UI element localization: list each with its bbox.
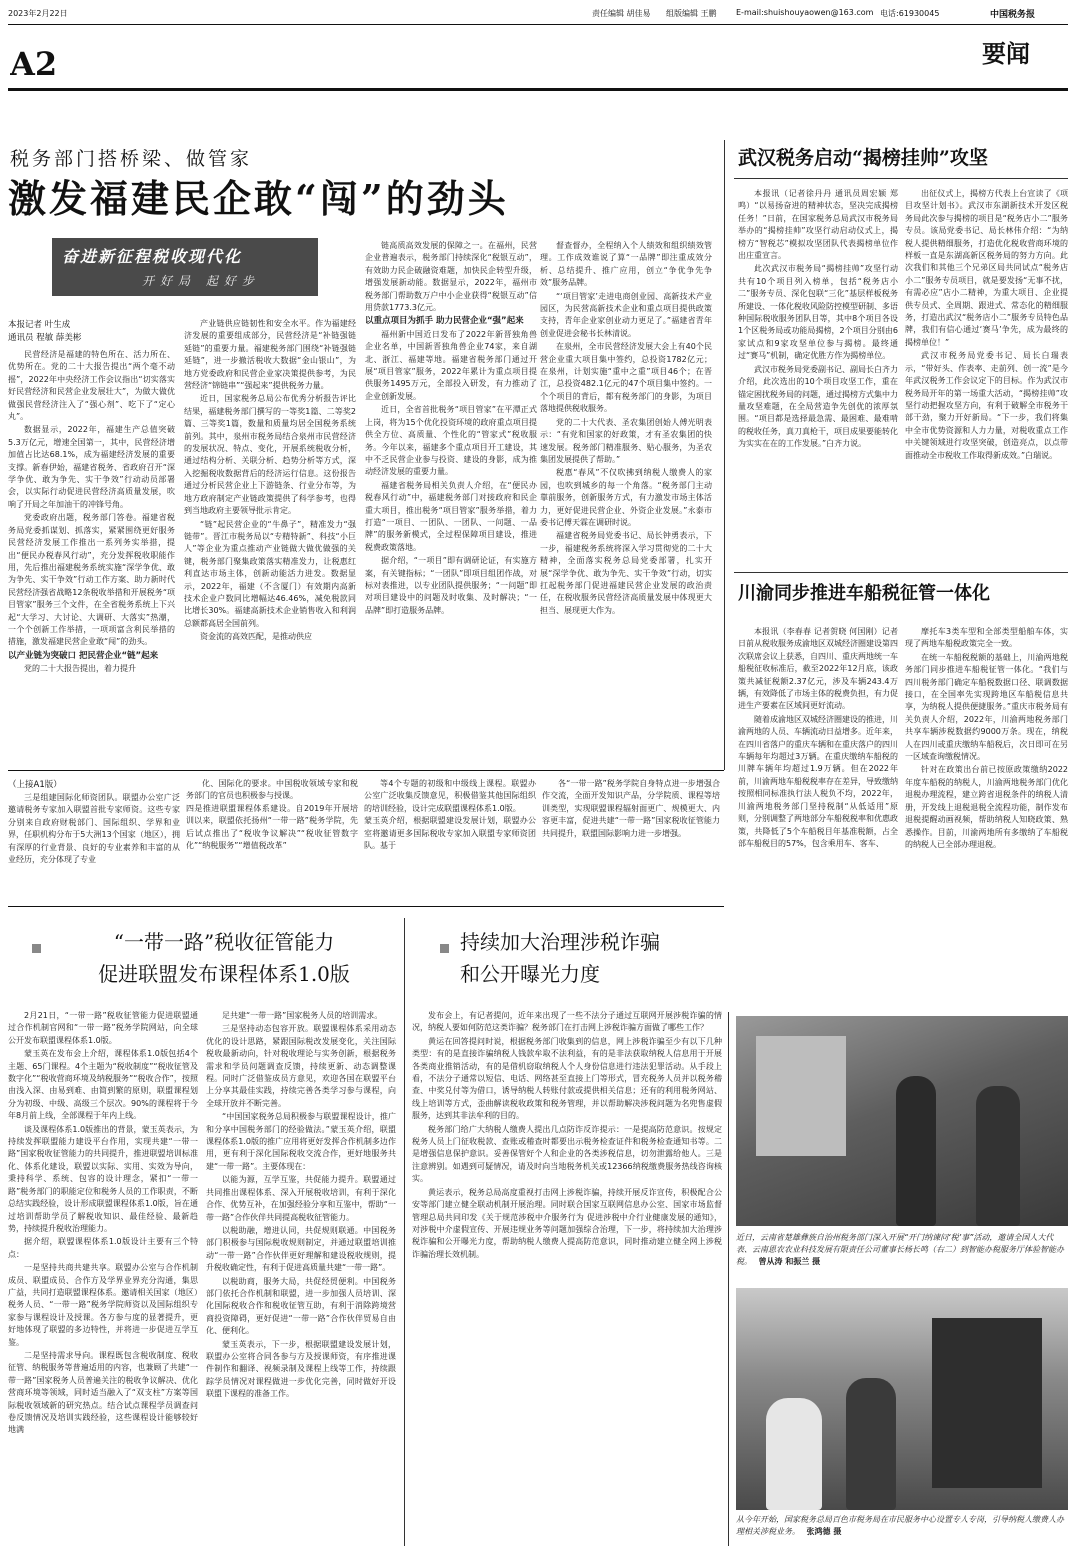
fraud-p: 发布会上，有记者提问，近年来出现了一些不法分子通过互联网开展涉税诈骗的情况，纳税人要如何防范这类诈骗？税务部门在打击网上涉税诈骗方面做了哪些工作？ <box>412 1011 722 1033</box>
lead-p: 在泉州，全市民营经济发展大会上有40个民营企业重大项目集中签约，总投资1782亿元；在泉州，计划实施“重中之重”项目46个；在晋江，总投资482.1亿元的47个项目集中签约。一个个项目的背后，都有税务部门的身影，为项目落地提供税收服务。 <box>540 342 712 414</box>
lead-col-2 <box>184 318 356 764</box>
column-divider <box>404 918 405 1546</box>
belt-p: “中国国家税务总局积极参与联盟课程设计，推广和分享中国税务部门的经验做法。”蒙玉英介绍，联盟课程体系1.0版的推广应用将更好发挥合作机制多边作用，更有利于深化国际税收交流合作，更好地服务共建“一带一路”。主要体现在： <box>206 1112 396 1171</box>
lead-banner <box>52 238 318 296</box>
service-center-photo <box>736 1288 1068 1510</box>
fraud-p: 黄运在回答提问时说，根据税务部门收集到的信息，网上涉税诈骗至少有以下几种类型：有的是直接诈骗纳税人钱款牟取不法利益，有的是非法获取纳税人信息用于开展各类商业推销活动，有的是借机窃取纳税人个人身份信息进行违法犯罪活动。从手段上看，不法分子通常以短信、电话、网络甚至直接上门等形式，冒充税务人员并以税务稽查、中奖兑付等为借口，诱导纳税人转账付款或提供相关信息；还有的利用税务网站、线上培训等方式，歪曲解读税收政策和税务管理，并以帮助解决涉税问题为名兜售虚假服务，达到其非法牟利的目的。 <box>412 1036 722 1121</box>
photo1-caption-text: 近日，云南省楚雄彝族自治州税务部门深入开展“开门纳谏问‘税’事”活动，邀请全国人大代表、云南恩农农业科技发展有限责任公司董事长杨长鸣（右二）到智能办税服务厅体验智能办税。 <box>736 1233 1064 1266</box>
belt-headline-line1: “一带一路”税收征管能力 <box>113 930 335 954</box>
header-phone: 电话:61930045 <box>880 9 940 18</box>
fraud-p: 税务部门给广大纳税人缴费人提出几点防诈反诈提示：一是提高防范意识。按规定税务人员上门征收税款、查账或稽查时都要出示税务检查证件和税务检查通知书等。二是增强信息保护意识。妥善保管好个人和企业的各类涉税信息，切勿泄露给他人。三是注意辨别。如遇到可疑情况，请及时向当地税务机关或12366纳税缴费服务热线咨询核实。 <box>412 1124 722 1184</box>
column-divider <box>724 140 725 770</box>
chuanyu-p: 随着成渝地区双城经济圈建设的推进，川渝两地的人员、车辆流动日益增多。近年来，在四川省落户的重庆车辆和在重庆落户的四川车辆每年均超过3万辆。在重庆缴纳车船税的川牌车辆年均超过1.9万辆。但在2022年前，川渝两地车船税税率存在差异，导致缴纳按照相同标准执行法人税负不均，2022年，川渝两地税务部门坚持税制“从低适用”原则，分别调整了两地部分车船税税率和优惠政策，共降低了5个车船税目年基准税额，占全部车船税目的57%，包含乘用车、客车、 <box>738 714 898 848</box>
belt-p: 谈及课程体系1.0版推出的背景，蒙玉英表示，为持续发挥联盟能力建设平台作用，实现共建“一带一路”国家税收征管能力的共同提升，推进联盟培训标准化、体系化建设，联盟以实际、实用、实效为导向，秉持科学、系统、包容的设计理念，紧扣“一带一路”税务部门的职能定位和税务人员的工作职责，不断总结实践经验，设计形成联盟课程体系1.0版，旨在通过培训帮助学员了解税收知识、最佳经验、最新趋势，持续提升税收治理能力。 <box>8 1124 198 1233</box>
lead-p: 数据显示，2022年，福建生产总值突破5.3万亿元，增速全国第一，其中，民营经济增加值占比达68.1%，成为福建经济发展的重要支撑。新春伊始，福建省税务、省政府召开“深学争优、敢为争先、实干争效”行动动员部署会，以实际行动促进民营经济高质量发展，吹响了开局之年加油干的冲锋号角。 <box>8 425 175 509</box>
wuhan-p: 出征仪式上，揭榜方代表上台宣读了《项目攻坚计划书》。武汉市东湖新技术开发区税务局此次参与揭榜的项目是“税务店小二”服务专员。该局党委书记、局长林伟介绍：“为纳税人提供精细服务，打造优化税收营商环境的样板一直是东湖高新区税务局的努力方向。此次我们和其他三个兄弟区局共同试点“税务店小二”服务专员项目，就是要发扬“无事不扰，有需必应”店小二精神，为重大项目、企业提供专员式、全周期、跟进式、常态化的精细服务，打造出武汉“税务店小二”服务专员特色品牌，我们有信心通过‘赛马’争先，成为最终的揭榜单位！” <box>905 189 1068 347</box>
chuanyu-p: 本报讯（李春春 记者贺晓 何国刚）记者日前从税收服务成渝地区双城经济圈建设第四次联席会议上获悉，自四川、重庆两地统一车船税征收标准后，截至2022年12月底，该政策共减征税额2.37亿元，涉及车辆243.4万辆，有效降低了市场主体的税费负担，有力促进生产要素在区域间更好流动。 <box>738 627 898 711</box>
belt-p: 一是坚持共商共建共享。联盟办公室与合作机制成员、联盟成员、合作方及学界业界充分沟通，集思广益，共同打造联盟课程体系。邀请相关国家（地区）税务人员、“一带一路”税务学院师资以及国际组织专家参与课程设计及授课。各方参与度的显著提升，更好地体现了联盟的多边特性，并将进一步促进互学互鉴。 <box>8 1263 198 1347</box>
lead-kicker: 税务部门搭桥梁、做管家 <box>10 148 253 170</box>
continued-p: 三是组建国际化师资团队。联盟办公室广泛邀请税务专家加入联盟首批专家师资。这些专家分别来自政府财税部门、国际组织、学界和业界，任职机构分布于5大洲13个国家（地区），拥有深厚的行业背景、良好的专业素养和丰富的从业经历，充分体现了专业 <box>8 793 180 865</box>
fraud-headline-line1: 持续加大治理涉税诈骗 <box>460 930 660 954</box>
photo-figure <box>976 1086 1020 1226</box>
wuhan-p: 武汉市税务局党委副书记、副局长白齐力介绍，此次选出的10个项目攻坚工作，重在锚定困扰税务局的问题，通过揭榜方式集中力量攻坚难题，在全局营造争先创优的浓厚氛围。“项目都是选择最急需、最困难、最难啃的税收任务，真刀真枪干，项目成果要能转化为实实在在的工作发展。”白齐力说。 <box>738 364 898 449</box>
lead-col-4 <box>540 240 712 764</box>
lead-p: 链高质高效发展的保障之一。在福州，民营企业普遍表示，税务部门持续深化“税银互动”，有效助力民企破融资难题，加快民企转型升级，增强发展新动能。数据显示，2022年，福州市税务部门帮助数万户中小企业获得“税银互动”信用贷款1773.3亿元。 <box>365 241 537 313</box>
chuanyu-col-2 <box>905 626 1068 1006</box>
lead-p: 产业链供应链韧性和安全水平。作为福建经济发展的重要组成部分，民营经济是“补链强链延链”的重要力量。福建税务部门围绕“补链强链延链”，进一步撤活税收大数据“金山银山”，为地方党委政府和民营企业家决策提供参考，为民营经济“锦链串”“强起来”提供税务力量。 <box>184 319 356 391</box>
belt-p: 以税助融，增进认同，共促规则联通。中国税务部门积极参与国际税收规则制定，并通过联盟培训推动“一带一路”合作伙伴更好理解和建设税收规则，提升税收确定性，有利于促进高质量共建“一带一路”。 <box>206 1225 396 1273</box>
belt-p: 足共建“一带一路”国家税务人员的培训需求。 <box>222 1011 383 1020</box>
photo1-credit: 曾从涛 和振兰 摄 <box>758 1257 821 1266</box>
lead-col-1 <box>8 349 175 765</box>
chuanyu-top-rule <box>734 572 1068 573</box>
lead-subhead: 以重点项目为抓手 助力民营企业“强”起来 <box>365 316 524 327</box>
square-bullet-icon <box>32 944 41 953</box>
square-bullet-icon <box>440 944 449 953</box>
belt-p: 二是坚持需求导向。课程既包含税收制度、税收征管、纳税服务等普遍适用的内容，也兼顾了共建“一带一路”国家税务人员普遍关注的税收争议解决、优化营商环境等领域，同时适当融入了“双支柱”方案等国际税收领域新的研究热点。结合试点课程学员调查问卷反馈情况及培训实践经验，这些课程设计能够较好地满 <box>8 1350 198 1435</box>
header-paper-name: 中国税务报 <box>990 10 1036 20</box>
belt-col-1 <box>8 1010 198 1546</box>
continued-bottom-rule <box>8 906 724 907</box>
continued-col-4 <box>542 778 720 898</box>
continued-top-rule <box>8 770 724 771</box>
continued-p: 等4个专题的初级和中级线上课程。联盟办公室广泛收集反馈意见，积极借鉴其他国际组织的培训经验，设计完成联盟课程体系1.0版。 蒙玉英介绍，根据联盟建设发展计划，联盟办公室将邀请更多国际税收专家加入联盟专家师资团队。基于 <box>364 779 536 851</box>
page-number: A2 <box>10 45 58 83</box>
photo-screen <box>756 1036 846 1156</box>
lead-subhead: 以产业链为突破口 把民营企业“链”起来 <box>8 650 159 661</box>
photo-figure <box>896 1076 936 1226</box>
lead-p: 据介绍，“一项目”即有调研论证，有实施方案，有关键指标；“一团队”即项目组团作战，对标对表推进，以专业团队提供服务；“一问题”即对项目建设中的问题及时收集、及时解决；“一品牌”即打造服务品牌。 <box>365 556 537 615</box>
section-title: 要闻 <box>982 39 1030 68</box>
continued-p: 化、国际化的要求。中国税收领域专家和税务部门的官员也积极参与授课。 四是推进联盟课程体系建设。自2019年开展培训以来，联盟依托扬州“一带一路”税务学院，先后试点推出了“税收争议解决”“税收征管数字化”“纳税服务”“增值税改革” <box>186 779 358 851</box>
fraud-col-1 <box>412 1010 722 1546</box>
continued-label: （上接A1版） <box>8 780 62 790</box>
chuanyu-headline: 川渝同步推进车船税征管一体化 <box>738 583 990 604</box>
belt-p: 据介绍，联盟课程体系1.0版设计主要有三个特点： <box>8 1237 198 1259</box>
wuhan-p: 此次武汉市税务局“揭榜挂帅”攻坚行动共有10个项目列入榜单，包括“税务店小二”服务专员、深化包联“三化”基层样板税务所建设、一体化税收风险防控模型研制、多语种国际税收服务团队目等，其中8个项目各设1个区税务局或功能局揭榜，2个项目分别由6家试点和9家攻坚单位参与揭榜。最终通过“赛马”机制，确定优胜方作为揭榜单位。 <box>738 264 898 361</box>
wuhan-p: 本报讯（记者徐丹丹 通讯员周宏颖 郑鸣）“以易扬奋进的精神状态，坚决完成揭榜任务！”日前，在国家税务总局武汉市税务局举办的“揭榜挂帅”攻坚行动启动仪式上，揭榜方“智税芯”模拟攻坚团队代表揭榜单位作出庄重宣言。 <box>738 189 898 261</box>
belt-p: 三是坚持动态包容开放。联盟课程体系采用动态优化的设计思路，紧跟国际税改发展变化，关注国际税收最新动向，针对税收理论与实务创新，根据税务需求和学员问题调查反馈，持续更新、动态调整课程。同时广泛借鉴成员方意见，欢迎各国在联盟平台上分享其最佳实践，持续完善各类学习参与课程，向全球开放并不断完善。 <box>206 1024 396 1108</box>
banner-subtitle: 开好局 起好步 <box>142 274 260 288</box>
lead-byline-correspondents: 通讯员 程敏 薛美彬 <box>8 333 82 343</box>
lead-p: 督查督办，全程纳入个人绩效和组织绩效管理。工作成效谁说了算“一品牌”即注重成效分析、总结提升、推广应用，创立“争优争先争效”服务品牌。 <box>540 241 712 288</box>
banner-title: 奋进新征程税收现代化 <box>62 247 243 266</box>
wuhan-col-2 <box>905 188 1068 566</box>
lead-p: “链”起民营企业的“牛鼻子”，精准发力“强链带”。晋江市税务局以“专精特新”、科技“小巨人”等企业为重点推动产业链做大做优做强的关键，税务部门聚集政策落实精准发力，让税惠红利直达市场主体，创新动能活力进发。数据显示，2022年，福建（不含厦门）有效期内高新技术企业户数同比增幅达46.46%，减免税款同比增长30%。福建高新技术企业销售收入和利润总额都高居全国前列。 <box>184 519 356 628</box>
lead-p: 党委政府出题，税务部门答卷。福建省税务局党委抓谋划、抓落实，紧紧围绕更好服务民营经济发展工作推出一系列务实举措，提出“便民办税春风行动”，充分发挥税收职能作用，先后推出福建税务系统实施“深学争优、敢为争先、实干争效”行动工作方案、助力新时代民营经济强省战略12条税收举措和开展税务“项目管家”服务三个文件，在全省税务系统上下兴起“大学习、大讨论、大调研、大落实”热潮，一个个创新工作举措，一项项富含利民举措的措施，激发福建民营企业敢“闯”的劲头。 <box>8 513 175 647</box>
continued-col-3 <box>364 778 536 898</box>
belt-p: 蒙玉英表示，下一步，根据联盟建设发展计划，联盟办公室将合同各参与方及授课师资，有序推进课件制作和翻译、视频录制及课程上线等工作，持续跟踪学员情况对课程做进一步优化完善，同时做好开设联盟下课程的准备工作。 <box>206 1339 396 1399</box>
header-rule <box>8 24 1068 25</box>
chuanyu-p: 针对在政策出台前已按原政策缴纳2022年度车船税的纳税人，川渝两地税务部门优化退税办理流程，建立跨省退税条件的纳税人清册，开发线上退税退税全流程功能，制作发布退税提醒动画视频，帮助纳税人知晓政策、熟悉操作。目前，川渝两地所有多缴纳了车船税的纳税人已全部办理退税。 <box>905 765 1068 849</box>
header-email: E-mail:shuishouyaowen@163.com <box>736 8 874 17</box>
masthead-rule <box>8 88 1068 91</box>
belt-p: 以税助商，服务大局，共促经贸便利。中国税务部门依托合作机制和联盟，进一步加强人员培训、深化国际税收合作和税收征管互助，有利于消除跨境营商投资障碍，更好促进“一带一路”合作伙伴贸易自由化、便利化。 <box>206 1276 396 1336</box>
chuanyu-p: 摩托车3类车型和全部类型船舶车体，实现了两地车船税政策完全一致。 <box>905 627 1068 649</box>
lead-p: 党的二十大代表、圣农集团创始人傅光明表示：“有党和国家的好政策，才有圣农集团的快速发展。税务部门精准服务、贴心服务，为圣农集团发展提供了帮助。” <box>540 417 712 464</box>
lead-p: “‘项目管家’走进电商创业园、高新技术产业园区，为民营高新技术企业和重点项目提供政策支持，青年企业家创业动力更足了。”福建省青年创业促进会秘书长林清说。 <box>540 291 712 338</box>
fraud-headline-line2: 和公开曝光力度 <box>460 962 600 986</box>
belt-col-2 <box>206 1010 396 1546</box>
belt-p: 2月21日，“一带一路”税收征管能力促进联盟通过合作机制官网和“一带一路”税务学院网站，向全球公开发布联盟课程体系1.0版。 <box>8 1011 198 1045</box>
belt-p: 以能为源，互学互鉴，共促能力提升。联盟通过共同推出课程体系、深入开展税收培训，有利于深化合作、优势互补，在加强经验分享和互鉴中，帮助“一带一路”合作伙伴共同提高税收征管能力。 <box>206 1175 396 1222</box>
lead-p: 福州新中国近日发布了2022年新晋独角兽企业名单，中国新晋独角兽企业74家，来自湖北、浙江、福建等地。福建省税务部门通过开展“项目管家”服务，2022年累计为重点项目提供服务1495万元，全部投入研发，有力推动了企业创新发展。 <box>365 329 537 401</box>
wuhan-col-1 <box>738 188 898 566</box>
continued-col-1 <box>8 792 180 898</box>
tax-hall-photo <box>736 1016 1068 1226</box>
photo2-caption <box>736 1514 1068 1546</box>
lead-col-3 <box>365 240 537 764</box>
wuhan-rule <box>734 178 1068 179</box>
fraud-p: 黄运表示，税务总局高度重视打击网上涉税诈骗，持续开展反诈宣传，积极配合公安等部门建立健全联动机制开展治理。同时联合国家互联网信息办公室、国家市场监督管理总局共同印发《关于规范涉税中介服务行为 促进涉税中介行业健康发展的通知》，对涉税中介虚假宣传、开展违规业务等问题加强综合治理，下一步，将持续加大治理涉税诈骗和公开曝光力度，帮助纳税人缴费人提高防范意识，同时推动建立健全网上涉税诈骗治理长效机制。 <box>412 1187 722 1259</box>
lead-p: 福建省税务局相关负责人介绍，在“便民办税春风行动”中，福建税务部门对接政府和民企重大项目，推出税务“项目管家”服务举措，着力打造“一项目、一团队、一团队、一问题、一品牌”的服务新模式，全过程保障项目建设，推进税费政策落地。 <box>365 480 537 552</box>
chuanyu-p: 在统一车船税税额的基础上，川渝两地税务部门同步推进车船税征管一体化。“我们与四川税务部门确定车船税数据口径、联调数据接口，在全国率先实现跨地区车船税信息共享，为纳税人提供便捷服务。”重庆市税务局有关负责人介绍，2022年，川渝两地税务部门共享车辆涉税数据约9000万条。现在，纳税人在四川或重庆缴纳车船税后，次日即可在另一区域查询缴税情况。 <box>905 652 1068 762</box>
photo-terminal <box>932 1318 1042 1488</box>
chuanyu-col-1 <box>738 626 898 1006</box>
continued-col-2 <box>186 778 358 898</box>
header-editor: 责任编辑 胡佳易 <box>592 9 651 18</box>
lead-headline: 激发福建民企敢“闯”的劲头 <box>8 176 509 221</box>
lead-p: 税惠“春风”不仅吹拂到纳税人缴费人的家园，也吹到城乡的每一个角落。“税务部门主动靠前服务，创新服务方式，有力激发市场主体活力，更好促进民营企业、外资企业发展。”永泰市委书记傅天霖在调研时说。 <box>540 468 712 527</box>
lead-p: 资金流的高效匹配，是推动供应 <box>200 632 312 642</box>
wuhan-headline: 武汉税务启动“揭榜挂帅”攻坚 <box>738 147 988 169</box>
header-date: 2023年2月22日 <box>8 9 68 18</box>
continued-p: 各“一带一路”税务学院自身特点进一步增强合作交流，全面开发知识产品，分学院质、课程等培训类型，实现联盟课程辐射面更广、规模更大、内容更丰富，促进共建“一带一路”国家税收征管能力共同提升，联盟国际影响力进一步增强。 <box>542 779 720 838</box>
photo2-credit: 张鸿德 摄 <box>806 1527 842 1536</box>
photo1-caption <box>736 1232 1068 1282</box>
belt-p: 蒙玉英在发布会上介绍，课程体系1.0版包括4个主题、65门课程。4个主题为“税收制度”“税收征管及数字化”“税收营商环境及纳税服务”“税收合作”，按照由浅入深、由易到难、由简到繁的原则，联盟课程划分为初级、中级、高级三个层次。90%的课程将于今年8月前上线，全部课程于年内上线。 <box>8 1049 198 1121</box>
column-divider <box>728 1012 729 1546</box>
lead-p: 民营经济是福建的特色所在、活力所在、优势所在。党的二十大报告提出“两个毫不动摇”，2022年中央经济工作会议指出“切实落实好民营经济和民营企业发展壮大”，为做大做优做强民营经济注入了“强心剂”、吃下了“定心丸”。 <box>8 350 175 422</box>
photo2-caption-text: 从今年开始，国家税务总局百色市税务局在市民服务中心设置专人专岗，引导纳税人缴费人办理相关涉税业务。 <box>736 1515 1064 1536</box>
lead-byline-reporter: 本报记者 叶生成 <box>8 320 71 330</box>
lead-p: 福建省税务局党委书记、局长钟勇表示，下一步，福建税务系统将深入学习贯彻党的二十大精神，全面落实税务总局党委部署，扎实开展“深学争优、敢为争先、实干争效”行动，切实扛起税务部门促进福建民营企业发展的政治责任，在税收服务民营经济高质量发展中体现更大担当、展现更大作为。 <box>540 531 712 615</box>
belt-headline-line2: 促进联盟发布课程体系1.0版 <box>98 962 350 986</box>
lead-p: 近日，国家税务总局公布优秀分析报告评比结果，福建税务部门撰写的一等奖1篇、二等奖2篇、三等奖1篇，数量和质量均居全国税务系统前列。其中，泉州市税务局结合泉州市民营经济的发展状况、特点、变化，开展系统税收分析，通过结构分析、关联分析、趋势分析等方式，深入挖掘税收数据背后的经济运行信息。这份报告通过分析民营企业上下游链条、行业分布等，为地方政府制定产业链政策提供了科学参考，也得到当地政府主要领导批示肯定。 <box>184 394 356 516</box>
photo-figure <box>846 1378 896 1510</box>
wuhan-p: 武汉市税务局党委书记、局长白瑞表示，“带好头、作表率、走前列、创一流”是今年武汉税务工作会议定下的目标。作为武汉市税务局开年的第一场重大活动，“揭榜挂帅”攻坚行动把握攻坚方向，有利于破解全市税务干部干劲，聚力开好新局。“下一步，我们将集中全市优势资源和人力力量，对税收重点工作中关键领域进行攻坚突破，创造亮点，以点带面推动全市税收工作取得新成效。”白瑞说。 <box>905 351 1068 460</box>
photo-figure <box>766 1398 822 1510</box>
header-layout: 组版编辑 王鹏 <box>666 9 717 18</box>
lead-p: 党的二十大报告提出，着力提升 <box>24 664 136 674</box>
lead-p: 近日，全省首批税务“项目管家”在平潭正式上岗，将为15个优化投资环境的政府重点项目提供全方位、高质量、个性化的“管家式”税收服务。今年以来，福建多个重点项目开工建设，其中不乏民营企业参与投资、建设的身影，成为推动经济发展的重要力量。 <box>365 405 537 477</box>
